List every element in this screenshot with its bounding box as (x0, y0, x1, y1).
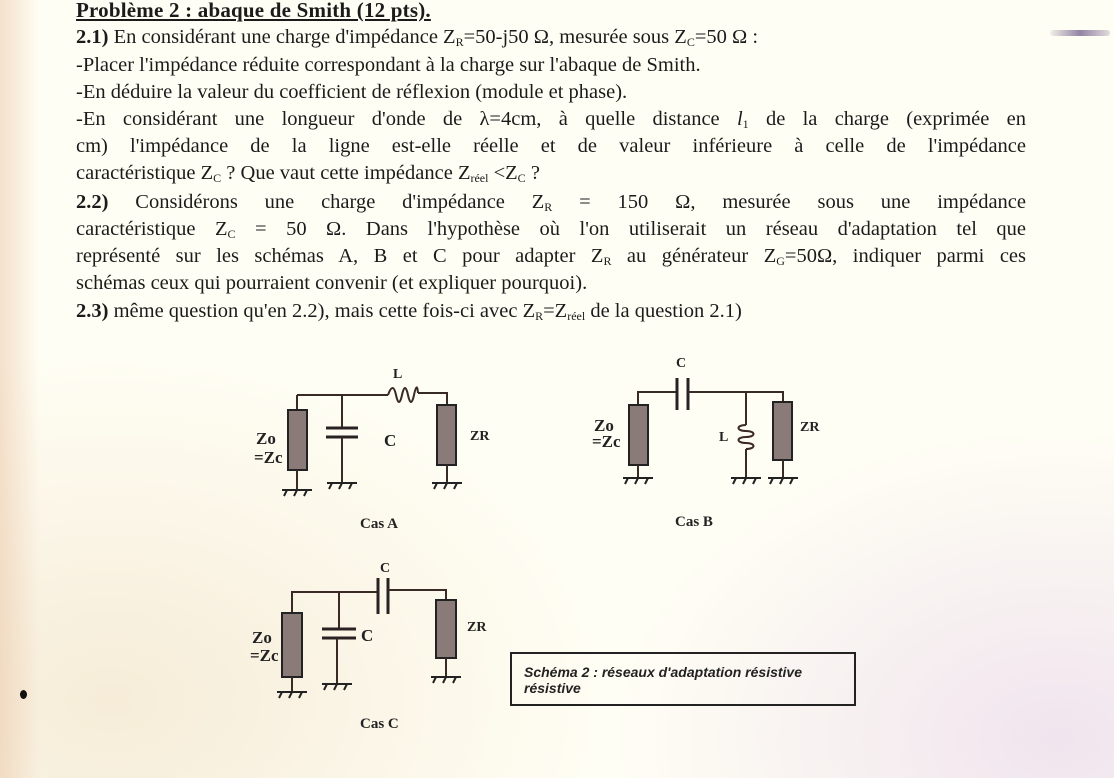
label-capacitor-b: C (676, 356, 687, 371)
circuit-case-a (288, 387, 456, 490)
label-capacitor-c-shunt: C (361, 626, 374, 645)
ground-icon (623, 478, 653, 484)
label-capacitor-a: C (384, 431, 397, 450)
ground-icon (322, 684, 352, 690)
q21-number: 2.1) (76, 26, 109, 48)
generator-impedance (629, 405, 648, 465)
schema-caption-box (510, 652, 856, 706)
ground-icon (432, 483, 462, 489)
ground-icon (731, 478, 761, 484)
grounds-case-b (623, 478, 798, 484)
label-generator-c-2: =Zc (250, 646, 279, 665)
wire (418, 393, 447, 405)
q22-line-1: 2.2) Considérons une charge d'impédance $Z_R = 150$ Ω, mesurée sous une impédance (76, 191, 1027, 214)
load-impedance (773, 402, 792, 460)
inductor-symbol (388, 387, 418, 402)
capacitor-symbol (322, 629, 356, 638)
q21-intro: 2.1) En considérant une charge d'impédance $Z_R=50-j50$ Ω, mesurée sous $Z_C=50$ Ω : (76, 26, 759, 49)
ground-icon (277, 692, 307, 698)
q21-bullet-distance-1: -En considérant une longueur d'onde de λ=4cm, à quelle distance $l_1$ de la charge (exprimée en (76, 108, 1026, 131)
load-impedance (436, 600, 456, 658)
wire (638, 392, 676, 405)
capacitor-symbol (677, 378, 688, 410)
label-inductor-a: L (393, 367, 403, 382)
problem-title: Problème 2 : abaque de Smith (12 pts). (76, 0, 431, 22)
label-generator-b-1: Zo (594, 416, 614, 435)
q21-bullet-reflection: -En déduire la valeur du coefficient de réflexion (module et phase). (76, 81, 628, 103)
capacitor-symbol (378, 578, 388, 614)
label-load-a: ZR (470, 429, 490, 444)
caption-case-a: Cas A (360, 516, 398, 532)
label-generator-a-1: Zo (256, 429, 276, 448)
caption-case-c: Cas C (360, 716, 399, 732)
caption-case-b: Cas B (675, 514, 713, 530)
label-load-c: ZR (467, 620, 487, 635)
wire (688, 392, 783, 402)
q22-line-2: caractéristique $Z_C = 50$ Ω. Dans l'hypothèse où l'on utiliserait un réseau d'adaptation tel que (76, 218, 1026, 241)
ground-icon (768, 478, 798, 484)
ground-icon (327, 483, 357, 489)
ground-icon (282, 490, 312, 496)
generator-impedance (282, 613, 302, 677)
label-generator-a-2: =Zc (254, 448, 283, 467)
label-capacitor-c-series: C (380, 561, 391, 576)
capacitor-symbol (326, 428, 358, 437)
circuit-case-b (629, 378, 792, 478)
q23-number: 2.3) (76, 300, 109, 322)
load-impedance (437, 405, 456, 465)
q21-bullet-place: -Placer l'impédance réduite correspondant à la charge sur l'abaque de Smith. (76, 54, 701, 76)
label-inductor-b: L (719, 430, 729, 445)
inductor-symbol (739, 425, 754, 449)
generator-impedance (288, 410, 307, 470)
wire (292, 592, 377, 613)
ground-icon (431, 677, 461, 683)
label-load-b: ZR (800, 420, 820, 435)
q23-line: 2.3) même question qu'en 2.2), mais cette fois-ci avec $Z_R=Z_{réel}$ de la question 2.1) (76, 300, 742, 323)
grounds-case-a (282, 483, 462, 496)
q21-bullet-distance-3: caractéristique $Z_C$ ? Que vaut cette impédance $Z_{réel} <Z_C$ ? (76, 162, 540, 185)
q21-bullet-distance-2: cm) l'impédance de la ligne est-elle réelle et de valeur inférieure à celle de l'impédance (76, 135, 1026, 157)
grounds-case-c (277, 677, 461, 698)
schema-caption: Schéma 2 : réseaux d'adaptation résistive résistive (524, 664, 803, 696)
q22-number: 2.2) (76, 191, 109, 213)
label-generator-c-1: Zo (252, 628, 272, 647)
wire (388, 590, 446, 600)
q22-line-3: représenté sur les schémas A, B et C pour adapter $Z_R$ au générateur $Z_G=50\Omega$, indiquer parmi ces (76, 245, 1026, 268)
label-generator-b-2: =Zc (592, 432, 621, 451)
q22-line-4: schémas ceux qui pourraient convenir (et expliquer pourquoi). (76, 272, 588, 294)
